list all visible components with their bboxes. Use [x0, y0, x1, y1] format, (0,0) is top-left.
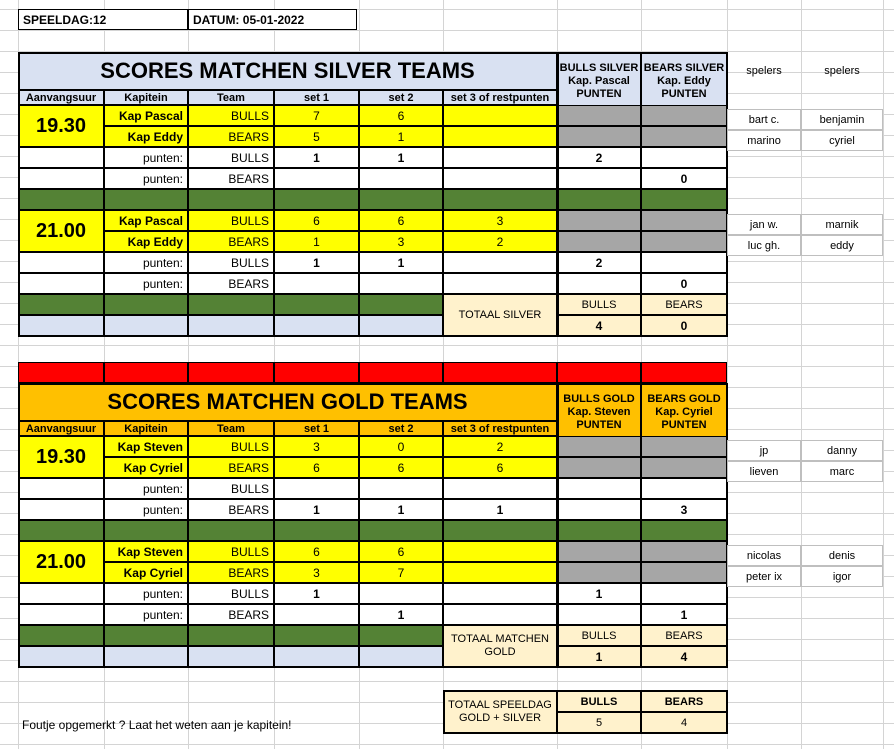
set2-cell[interactable]: 6 [359, 210, 443, 231]
empty-cell[interactable] [18, 315, 104, 336]
empty-cell[interactable] [18, 478, 104, 499]
bulls-points[interactable] [557, 273, 641, 294]
captain-cell[interactable]: Kap Eddy [104, 231, 188, 252]
set1-points[interactable] [274, 168, 359, 189]
total-bears-label[interactable]: BEARS [641, 294, 727, 315]
separator-row[interactable] [359, 294, 443, 315]
set1-cell[interactable]: 3 [274, 436, 359, 457]
set2-points[interactable] [359, 273, 443, 294]
separator-row[interactable] [188, 625, 274, 646]
set2-cell[interactable]: 0 [359, 436, 443, 457]
bears-points[interactable] [641, 252, 727, 273]
separator-row[interactable] [557, 520, 641, 541]
set3-points[interactable] [443, 168, 557, 189]
cell-text: PUNTEN [661, 88, 707, 100]
total-bulls-label[interactable]: BULLS [557, 625, 641, 646]
separator-row[interactable] [443, 520, 557, 541]
set3-cell[interactable] [443, 126, 557, 147]
empty-cell[interactable] [18, 583, 104, 604]
bears-points[interactable]: 0 [641, 273, 727, 294]
points-cell[interactable] [641, 436, 727, 457]
bulls-points[interactable]: 1 [557, 583, 641, 604]
set3-cell[interactable]: 2 [443, 231, 557, 252]
cell-text: Kap. Cyriel [655, 406, 713, 418]
team-cell[interactable]: BULLS [188, 252, 274, 273]
punten-label[interactable]: punten: [104, 168, 188, 189]
set3-points[interactable] [443, 478, 557, 499]
gold-col-header[interactable]: set 3 of restpunten [443, 421, 557, 436]
red-band[interactable] [18, 362, 104, 383]
grand-total-label[interactable] [443, 691, 557, 733]
set2-cell[interactable]: 7 [359, 562, 443, 583]
separator-row[interactable] [274, 625, 359, 646]
bears-points[interactable] [641, 583, 727, 604]
silver-col-header[interactable]: Team [188, 90, 274, 105]
set1-points[interactable]: 1 [274, 583, 359, 604]
time-cell[interactable]: 19.30 [18, 105, 104, 147]
set2-cell[interactable]: 1 [359, 126, 443, 147]
set2-points[interactable]: 1 [359, 604, 443, 625]
silver-col-header[interactable]: Aanvangsuur [18, 90, 104, 105]
set3-points[interactable] [443, 583, 557, 604]
player-name[interactable]: nicolas [727, 545, 801, 566]
bears-points[interactable]: 0 [641, 168, 727, 189]
empty-cell[interactable] [359, 315, 443, 336]
silver-bears-header[interactable] [641, 52, 727, 111]
separator-row[interactable] [274, 189, 359, 210]
player-name[interactable]: jp [727, 440, 801, 461]
separator-row[interactable] [443, 189, 557, 210]
punten-label[interactable]: punten: [104, 583, 188, 604]
gold-bulls-header[interactable] [557, 383, 641, 442]
points-cell[interactable] [641, 457, 727, 478]
set3-cell[interactable] [443, 562, 557, 583]
total-bears-value[interactable]: 0 [641, 315, 727, 336]
set1-points[interactable]: 1 [274, 499, 359, 520]
set2-points[interactable] [359, 168, 443, 189]
gridline [0, 681, 894, 682]
set2-cell[interactable]: 3 [359, 231, 443, 252]
points-cell[interactable] [641, 105, 727, 126]
points-cell[interactable] [557, 231, 641, 252]
punten-label[interactable]: punten: [104, 252, 188, 273]
punten-label[interactable]: punten: [104, 499, 188, 520]
separator-row[interactable] [104, 520, 188, 541]
player-name[interactable]: peter ix [727, 566, 801, 587]
captain-cell[interactable]: Kap Pascal [104, 210, 188, 231]
punten-label[interactable]: punten: [104, 604, 188, 625]
cell-text: TOTAAL SPEELDAG [448, 699, 552, 711]
separator-row[interactable] [641, 189, 727, 210]
captain-cell[interactable]: Kap Steven [104, 541, 188, 562]
set3-points[interactable] [443, 252, 557, 273]
gridline [0, 345, 894, 346]
team-cell[interactable]: BEARS [188, 604, 274, 625]
bulls-points[interactable] [557, 478, 641, 499]
bulls-points[interactable] [557, 499, 641, 520]
bulls-points[interactable]: 2 [557, 147, 641, 168]
team-cell[interactable]: BULLS [188, 210, 274, 231]
team-cell[interactable]: BULLS [188, 105, 274, 126]
separator-row[interactable] [18, 520, 104, 541]
set1-points[interactable] [274, 604, 359, 625]
player-name[interactable]: eddy [801, 235, 883, 256]
gold-col-header[interactable]: set 2 [359, 421, 443, 436]
points-cell[interactable] [641, 541, 727, 562]
bulls-points[interactable] [557, 168, 641, 189]
set3-points[interactable] [443, 604, 557, 625]
player-name[interactable]: igor [801, 566, 883, 587]
separator-row[interactable] [104, 189, 188, 210]
team-cell[interactable]: BEARS [188, 231, 274, 252]
separator-row[interactable] [359, 520, 443, 541]
empty-cell[interactable] [18, 273, 104, 294]
separator-row[interactable] [188, 294, 274, 315]
set1-cell[interactable]: 6 [274, 541, 359, 562]
set1-cell[interactable]: 6 [274, 210, 359, 231]
time-cell[interactable]: 19.30 [18, 436, 104, 478]
bears-points[interactable] [641, 478, 727, 499]
set2-points[interactable] [359, 478, 443, 499]
team-cell[interactable]: BEARS [188, 273, 274, 294]
team-cell[interactable]: BEARS [188, 499, 274, 520]
red-band[interactable] [443, 362, 557, 383]
empty-cell[interactable] [18, 147, 104, 168]
team-cell[interactable]: BULLS [188, 541, 274, 562]
separator-row[interactable] [104, 625, 188, 646]
gridline [0, 30, 894, 31]
empty-cell[interactable] [104, 646, 188, 667]
set1-points[interactable] [274, 478, 359, 499]
set1-cell[interactable]: 5 [274, 126, 359, 147]
time-cell[interactable]: 21.00 [18, 541, 104, 583]
player-name[interactable]: marino [727, 130, 801, 151]
player-name[interactable]: jan w. [727, 214, 801, 235]
team-cell[interactable]: BULLS [188, 583, 274, 604]
captain-cell[interactable]: Kap Steven [104, 436, 188, 457]
empty-cell[interactable] [188, 315, 274, 336]
set1-points[interactable] [274, 273, 359, 294]
team-cell[interactable]: BEARS [188, 168, 274, 189]
total-bears-label[interactable]: BEARS [641, 625, 727, 646]
separator-row[interactable] [18, 625, 104, 646]
player-name[interactable]: bart c. [727, 109, 801, 130]
captain-cell[interactable]: Kap Pascal [104, 105, 188, 126]
empty-cell[interactable] [18, 646, 104, 667]
player-name[interactable]: danny [801, 440, 883, 461]
bears-points[interactable]: 3 [641, 499, 727, 520]
silver-col-header[interactable]: set 2 [359, 90, 443, 105]
set3-points[interactable]: 1 [443, 499, 557, 520]
points-cell[interactable] [557, 126, 641, 147]
punten-label[interactable]: punten: [104, 147, 188, 168]
points-cell[interactable] [641, 126, 727, 147]
points-cell[interactable] [557, 541, 641, 562]
points-cell[interactable] [641, 210, 727, 231]
set1-points[interactable]: 1 [274, 252, 359, 273]
player-name[interactable]: cyriel [801, 130, 883, 151]
separator-row[interactable] [274, 520, 359, 541]
empty-cell[interactable] [104, 315, 188, 336]
set2-points[interactable]: 1 [359, 499, 443, 520]
speeldag-label[interactable]: SPEELDAG:12 [18, 9, 188, 30]
players-header[interactable]: spelers [824, 65, 860, 77]
empty-cell[interactable] [18, 168, 104, 189]
red-band[interactable] [274, 362, 359, 383]
set2-points[interactable]: 1 [359, 252, 443, 273]
cell-text: PUNTEN [576, 88, 622, 100]
cell-text: GOLD [484, 646, 516, 658]
gold-col-header[interactable]: set 1 [274, 421, 359, 436]
team-cell[interactable]: BEARS [188, 457, 274, 478]
cell-text: Kap. Pascal [568, 75, 630, 87]
silver-total-label[interactable]: TOTAAL SILVER [443, 294, 557, 336]
team-cell[interactable]: BULLS [188, 436, 274, 457]
separator-row[interactable] [18, 189, 104, 210]
set1-cell[interactable]: 7 [274, 105, 359, 126]
players-header[interactable]: spelers [746, 65, 782, 77]
silver-col-header[interactable]: set 1 [274, 90, 359, 105]
gridline [0, 744, 894, 745]
total-bulls-value[interactable]: 1 [557, 646, 641, 667]
points-cell[interactable] [557, 436, 641, 457]
set3-cell[interactable]: 2 [443, 436, 557, 457]
cell-text: BEARS GOLD [647, 393, 721, 405]
total-bulls-label[interactable]: BULLS [557, 294, 641, 315]
silver-bulls-header[interactable] [557, 52, 641, 111]
gold-col-header[interactable]: Kapitein [104, 421, 188, 436]
cell-text: PUNTEN [661, 419, 707, 431]
set2-points[interactable] [359, 583, 443, 604]
separator-row[interactable] [274, 294, 359, 315]
red-band[interactable] [359, 362, 443, 383]
set3-points[interactable] [443, 273, 557, 294]
separator-row[interactable] [188, 520, 274, 541]
set3-points[interactable] [443, 147, 557, 168]
set2-cell[interactable]: 6 [359, 457, 443, 478]
empty-cell[interactable] [274, 315, 359, 336]
empty-cell[interactable] [18, 499, 104, 520]
team-cell[interactable]: BEARS [188, 126, 274, 147]
player-name[interactable]: marnik [801, 214, 883, 235]
bulls-points[interactable]: 2 [557, 252, 641, 273]
punten-label[interactable]: punten: [104, 273, 188, 294]
separator-row[interactable] [359, 625, 443, 646]
red-band[interactable] [641, 362, 727, 383]
separator-row[interactable] [641, 520, 727, 541]
points-cell[interactable] [557, 562, 641, 583]
set1-cell[interactable]: 3 [274, 562, 359, 583]
separator-row[interactable] [359, 189, 443, 210]
player-name[interactable]: marc [801, 461, 883, 482]
grand-bulls-label[interactable]: BULLS [557, 691, 641, 712]
red-band[interactable] [557, 362, 641, 383]
empty-cell[interactable] [18, 604, 104, 625]
player-name[interactable]: benjamin [801, 109, 883, 130]
set1-cell[interactable]: 6 [274, 457, 359, 478]
points-cell[interactable] [557, 105, 641, 126]
set2-cell[interactable]: 6 [359, 541, 443, 562]
datum-label[interactable]: DATUM: 05-01-2022 [188, 9, 357, 30]
total-bulls-value[interactable]: 4 [557, 315, 641, 336]
gridline [883, 0, 884, 749]
player-name[interactable]: denis [801, 545, 883, 566]
set3-cell[interactable]: 6 [443, 457, 557, 478]
cell-text: Kap. Steven [567, 406, 631, 418]
cell-text: PUNTEN [576, 419, 622, 431]
points-cell[interactable] [557, 457, 641, 478]
empty-cell[interactable] [359, 646, 443, 667]
red-band[interactable] [104, 362, 188, 383]
set3-cell[interactable]: 3 [443, 210, 557, 231]
player-name[interactable]: lieven [727, 461, 801, 482]
team-cell[interactable]: BULLS [188, 478, 274, 499]
bears-points[interactable]: 1 [641, 604, 727, 625]
cell-text: BEARS SILVER [643, 62, 725, 74]
separator-row[interactable] [104, 294, 188, 315]
gold-total-label[interactable] [443, 625, 557, 667]
points-cell[interactable] [641, 231, 727, 252]
separator-row[interactable] [557, 189, 641, 210]
cell-text: BULLS GOLD [563, 393, 635, 405]
cell-text: BULLS SILVER [559, 62, 639, 74]
gold-bears-header[interactable] [641, 383, 727, 442]
gold-col-header[interactable]: Team [188, 421, 274, 436]
grand-bears-value[interactable]: 4 [641, 712, 727, 733]
points-cell[interactable] [557, 210, 641, 231]
silver-col-header[interactable]: Kapitein [104, 90, 188, 105]
set3-cell[interactable] [443, 105, 557, 126]
empty-cell[interactable] [274, 646, 359, 667]
set3-cell[interactable] [443, 541, 557, 562]
team-cell[interactable]: BULLS [188, 147, 274, 168]
bears-points[interactable] [641, 147, 727, 168]
punten-label[interactable]: punten: [104, 478, 188, 499]
empty-cell[interactable] [188, 646, 274, 667]
set1-cell[interactable]: 1 [274, 231, 359, 252]
red-band[interactable] [188, 362, 274, 383]
team-cell[interactable]: BEARS [188, 562, 274, 583]
points-cell[interactable] [641, 562, 727, 583]
set1-points[interactable]: 1 [274, 147, 359, 168]
captain-cell[interactable]: Kap Cyriel [104, 457, 188, 478]
set2-points[interactable]: 1 [359, 147, 443, 168]
cell-text: Kap. Eddy [657, 75, 711, 87]
silver-col-header[interactable]: set 3 of restpunten [443, 90, 557, 105]
cell-text: TOTAAL MATCHEN [451, 633, 549, 645]
gold-col-header[interactable]: Aanvangsuur [18, 421, 104, 436]
gold-title[interactable]: SCORES MATCHEN GOLD TEAMS [18, 383, 557, 421]
cell-text: GOLD + SILVER [458, 712, 542, 724]
separator-row[interactable] [18, 294, 104, 315]
bulls-points[interactable] [557, 604, 641, 625]
player-name[interactable]: luc gh. [727, 235, 801, 256]
total-bears-value[interactable]: 4 [641, 646, 727, 667]
captain-cell[interactable]: Kap Eddy [104, 126, 188, 147]
empty-cell[interactable] [18, 252, 104, 273]
set2-cell[interactable]: 6 [359, 105, 443, 126]
time-cell[interactable]: 21.00 [18, 210, 104, 252]
footer-note[interactable]: Foutje opgemerkt ? Laat het weten aan je kapitein! [22, 717, 292, 732]
separator-row[interactable] [188, 189, 274, 210]
silver-title[interactable]: SCORES MATCHEN SILVER TEAMS [18, 52, 557, 90]
grand-bears-label[interactable]: BEARS [641, 691, 727, 712]
grand-bulls-value[interactable]: 5 [557, 712, 641, 733]
captain-cell[interactable]: Kap Cyriel [104, 562, 188, 583]
